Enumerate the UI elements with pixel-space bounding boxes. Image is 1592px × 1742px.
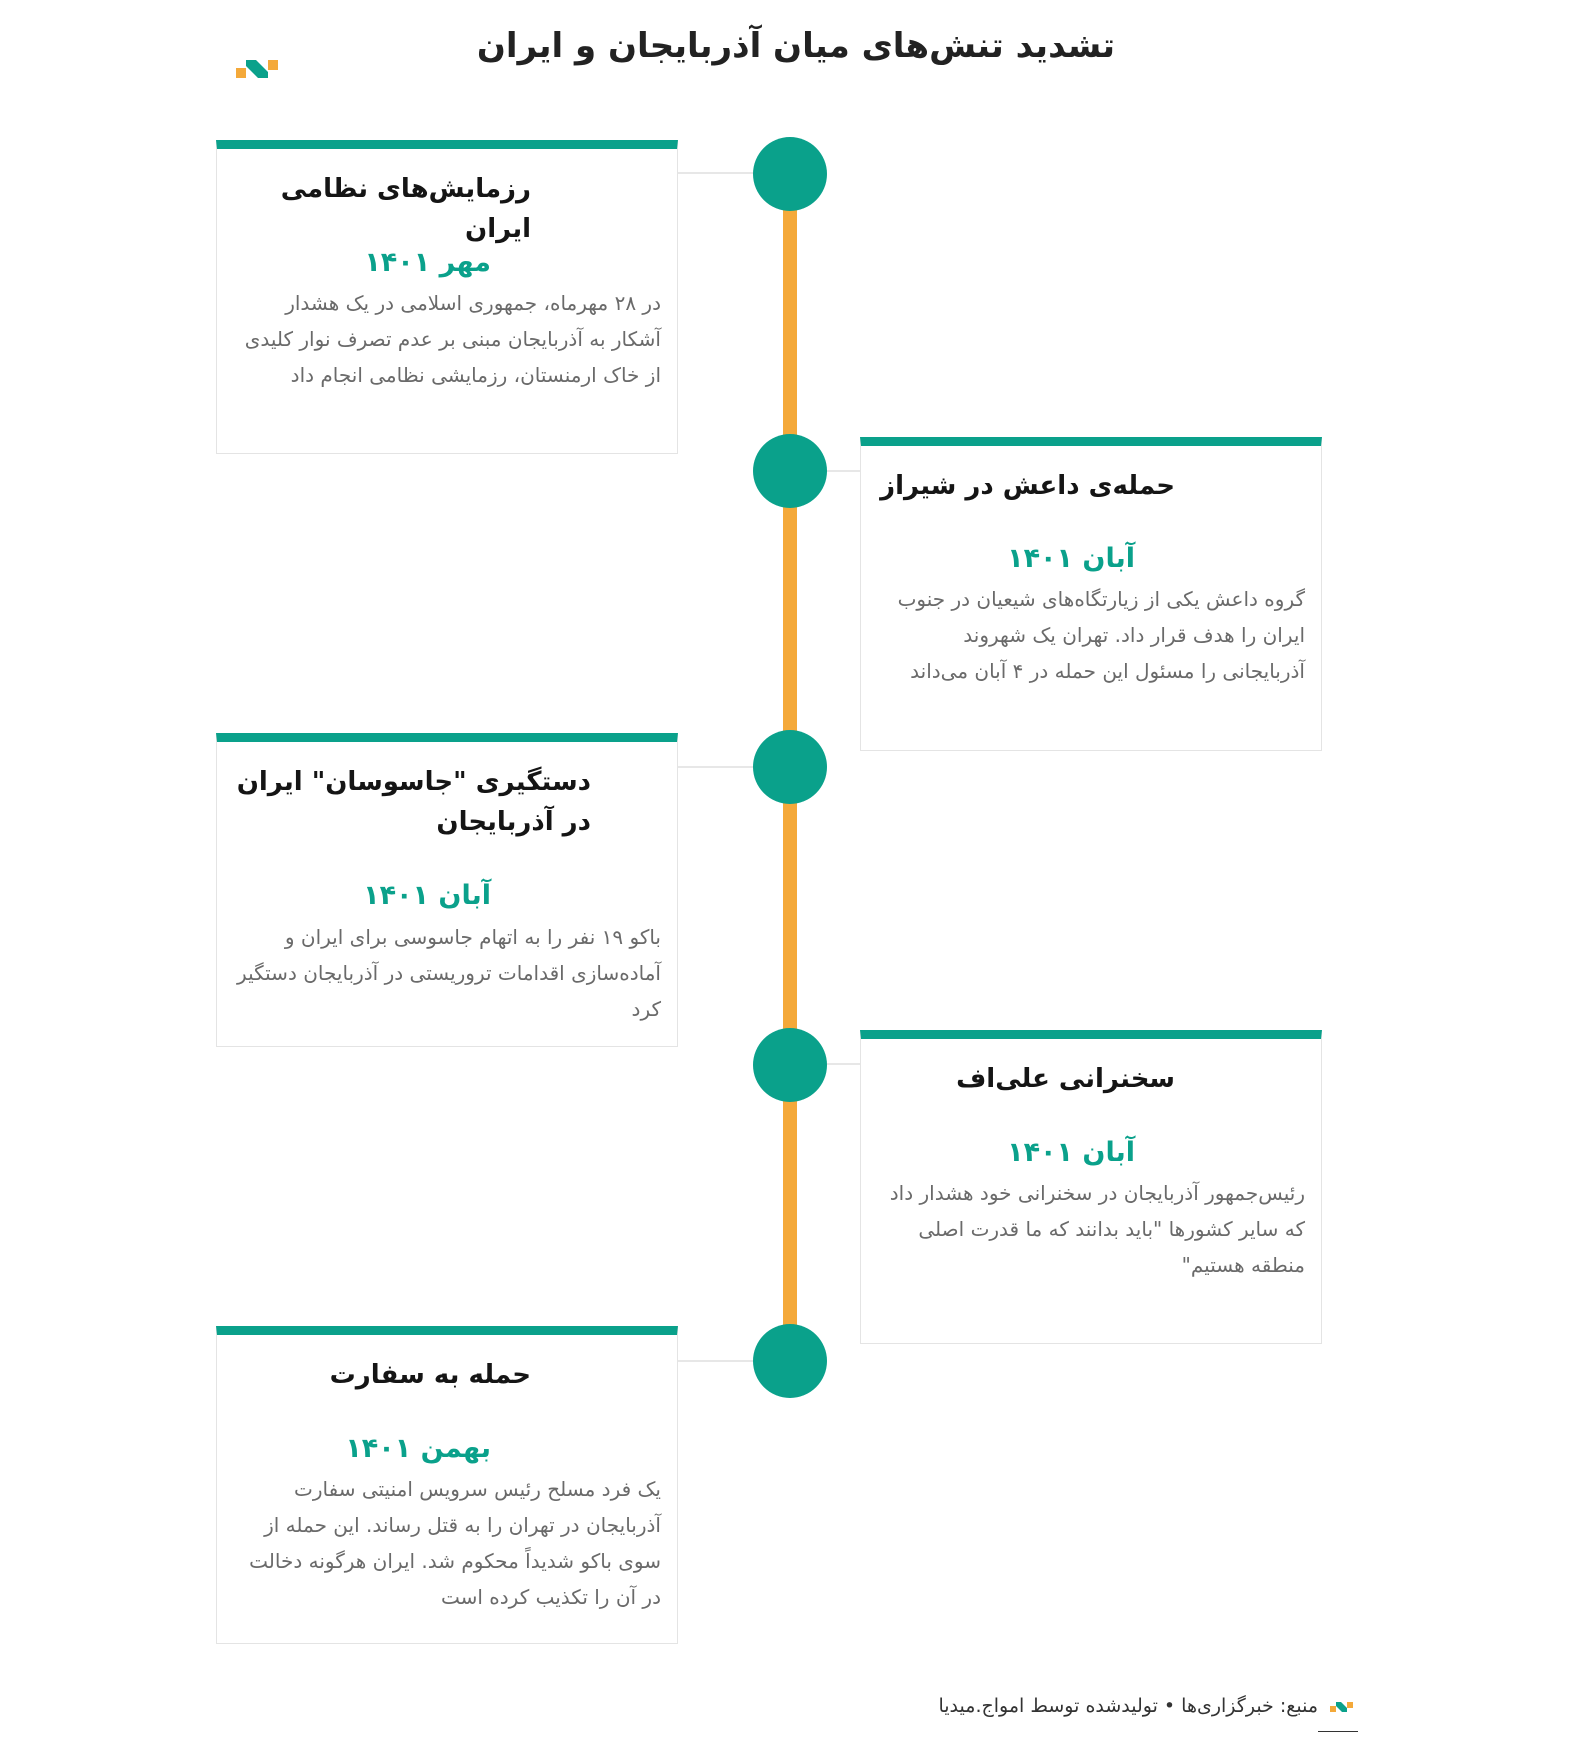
timeline-node bbox=[753, 1324, 827, 1398]
event-card bbox=[860, 1030, 1322, 1344]
event-description: یک فرد مسلح رئیس سرویس امنیتی سفارت آذربایجان در تهران را به قتل رساند. این حمله از سوی باکو شدیداً محکوم شد. ایران هرگونه دخالت در آن را تکذیب کرده است bbox=[249, 1477, 661, 1609]
event-title: حمله به سفارت bbox=[329, 1360, 531, 1390]
connector-line bbox=[678, 766, 756, 768]
footer-underline bbox=[1318, 1731, 1358, 1732]
footer-logo-icon bbox=[1330, 1700, 1354, 1714]
connector-line bbox=[826, 1063, 864, 1065]
event-date: بهمن ۱۴۰۱ bbox=[345, 1433, 491, 1464]
event-title: دستگیری "جاسوسان" ایران در آذربایجان bbox=[236, 767, 591, 837]
timeline-node bbox=[753, 1028, 827, 1102]
event-title: رزمایش‌های نظامی ایران bbox=[280, 174, 531, 244]
connector-line bbox=[826, 470, 864, 472]
event-description: رئیس‌جمهور آذربایجان در سخنرانی خود هشدار داد که سایر کشورها "باید بدانند که ما قدرت اصلی منطقه هستیم" bbox=[889, 1181, 1305, 1277]
event-description: باکو ۱۹ نفر را به اتهام جاسوسی برای ایران و آماده‌سازی اقدامات تروریستی در آذربایجان دستگیر کرد bbox=[237, 925, 661, 1021]
connector-line bbox=[678, 1360, 756, 1362]
event-date: آبان ۱۴۰۱ bbox=[1007, 543, 1135, 574]
connector-line bbox=[678, 172, 756, 174]
page-title: تشدید تنش‌های میان آذربایجان و ایران bbox=[476, 26, 1116, 66]
event-card bbox=[216, 733, 678, 1047]
event-card bbox=[216, 140, 678, 454]
timeline-node bbox=[753, 137, 827, 211]
event-card bbox=[860, 437, 1322, 751]
event-date: مهر ۱۴۰۱ bbox=[364, 247, 491, 278]
event-description: در ۲۸ مهرماه، جمهوری اسلامی در یک هشدار آشکار به آذربایجان مبنی بر عدم تصرف نوار کلیدی از خاک ارمنستان، رزمایشی نظامی انجام داد bbox=[244, 291, 661, 387]
event-title: حمله‌ی داعش در شیراز bbox=[880, 471, 1175, 501]
event-description: گروه داعش یکی از زیارتگاه‌های شیعیان در جنوب ایران را هدف قرار داد. تهران یک شهروند آذربایجانی را مسئول این حمله در ۴ آبان می‌داند bbox=[897, 587, 1305, 683]
event-date: آبان ۱۴۰۱ bbox=[1007, 1137, 1135, 1168]
logo-icon bbox=[236, 56, 280, 82]
timeline-node bbox=[753, 434, 827, 508]
source-note: منبع: خبرگزاری‌ها • تولیدشده توسط امواج.میدیا bbox=[938, 1695, 1318, 1717]
event-date: آبان ۱۴۰۱ bbox=[363, 880, 491, 911]
timeline-node bbox=[753, 730, 827, 804]
event-title: سخنرانی علی‌اف bbox=[956, 1064, 1175, 1094]
event-card bbox=[216, 1326, 678, 1644]
